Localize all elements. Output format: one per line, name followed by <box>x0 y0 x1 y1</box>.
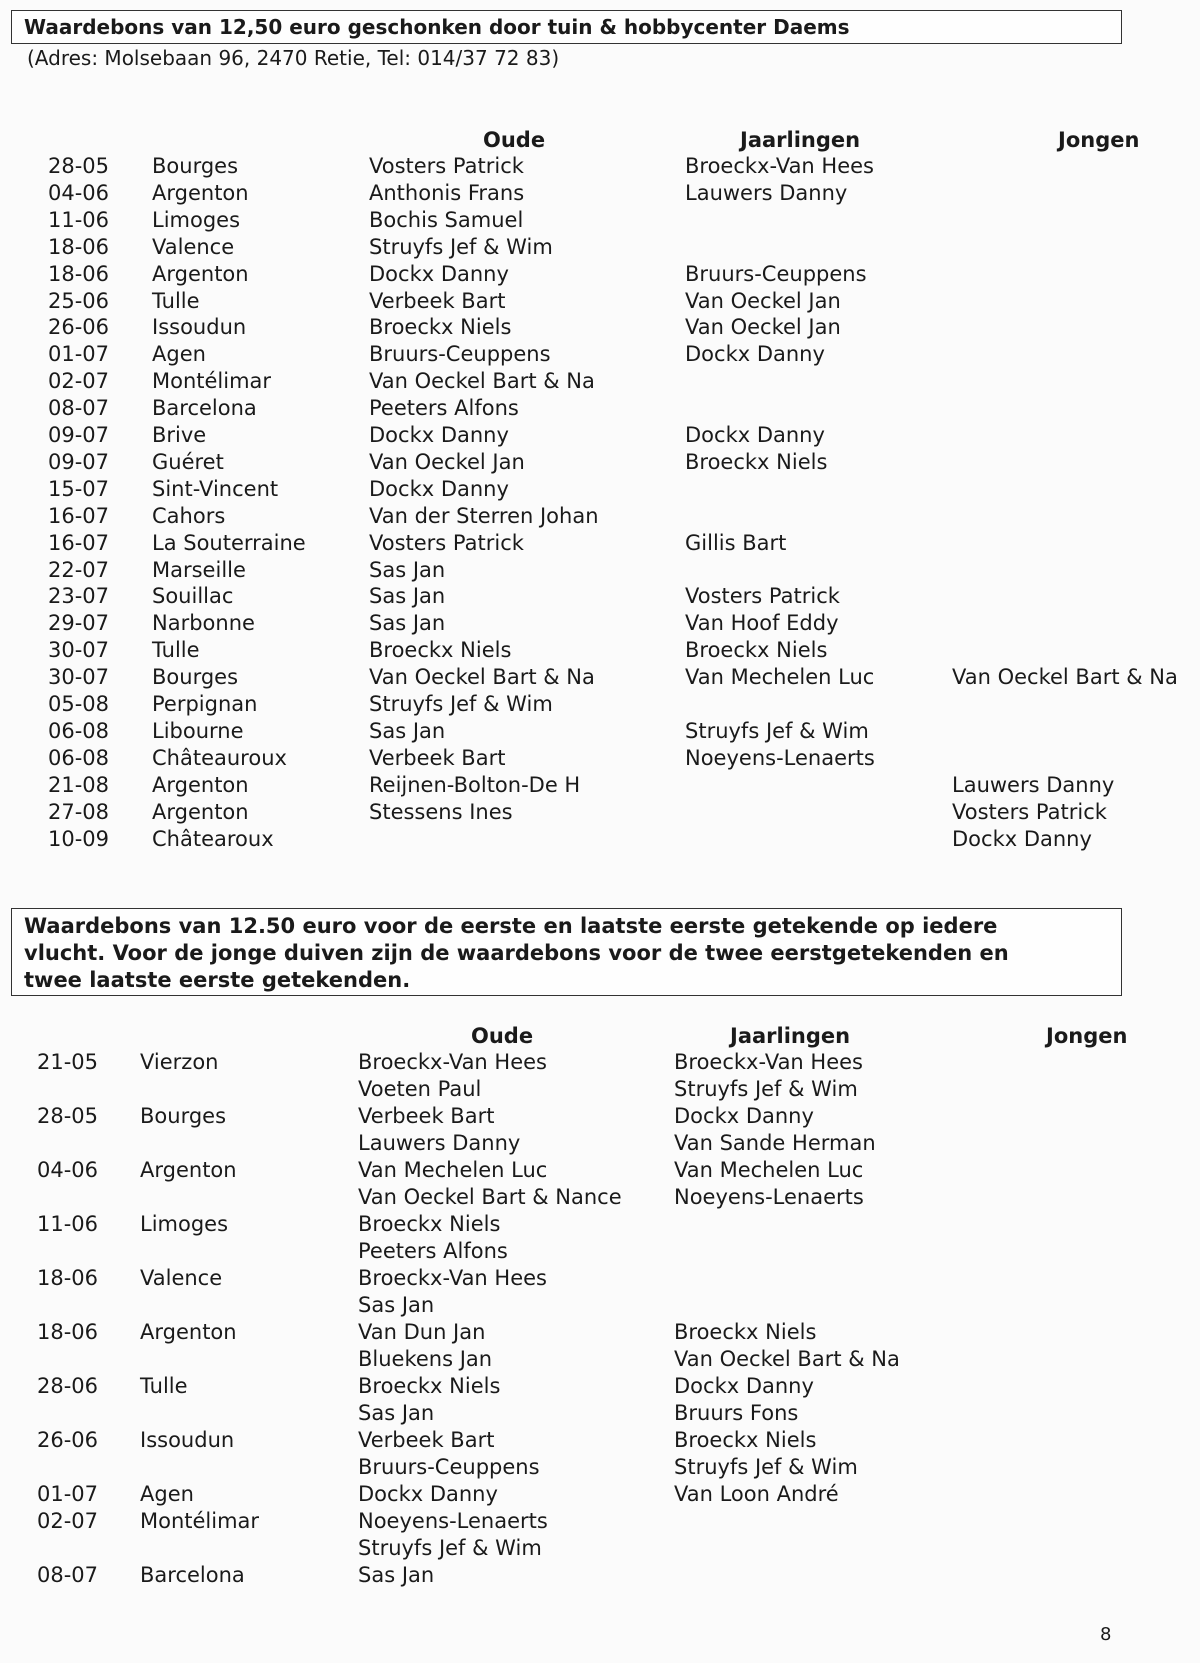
cell-oude: Van Oeckel Bart & Na <box>369 665 595 690</box>
table-row <box>0 1400 1200 1427</box>
col-header-jongen: Jongen <box>1058 128 1140 152</box>
cell-jaarlingen: Van Oeckel Bart & Na <box>674 1347 900 1371</box>
cell-date: 10-09 <box>48 826 110 851</box>
cell-date: 22-07 <box>48 557 110 582</box>
cell-jaarlingen: Dockx Danny <box>674 1104 814 1128</box>
cell-jaarlingen: Struyfs Jef & Wim <box>674 1077 858 1101</box>
cell-oude: Anthonis Frans <box>369 180 525 205</box>
cell-jaarlingen: Bruurs-Ceuppens <box>685 261 867 286</box>
cell-jaarlingen: Broeckx Niels <box>674 1320 817 1344</box>
cell-place: Bourges <box>140 1104 227 1128</box>
cell-oude: Sas Jan <box>369 718 446 743</box>
cell-jaarlingen: Dockx Danny <box>685 423 825 447</box>
cell-place: Bourges <box>152 154 239 178</box>
cell-oude: Van Oeckel Jan <box>369 449 525 474</box>
table-row <box>0 664 1200 691</box>
cell-place: Argenton <box>152 261 249 286</box>
cell-jongen: Lauwers Danny <box>952 772 1115 797</box>
cell-oude: Van Mechelen Luc <box>358 1158 548 1182</box>
cell-jaarlingen: Vosters Patrick <box>685 584 840 609</box>
cell-jaarlingen: Bruurs Fons <box>674 1401 799 1425</box>
table-row <box>0 772 1200 799</box>
cell-date: 16-07 <box>48 530 110 555</box>
cell-oude: Bluekens Jan <box>358 1347 493 1371</box>
cell-jaarlingen: Noeyens-Lenaerts <box>674 1185 864 1209</box>
cell-date: 01-07 <box>48 342 110 367</box>
cell-date: 08-07 <box>48 396 110 421</box>
cell-place: La Souterraine <box>152 530 306 555</box>
table-row <box>0 1508 1200 1535</box>
section1-heading: Waardebons van 12,50 euro geschonken door tuin & hobbycenter Daems <box>24 15 850 39</box>
table-row <box>0 1049 1200 1076</box>
col-header-oude-2: Oude <box>471 1024 534 1048</box>
section2-heading-line2: vlucht. Voor de jonge duiven zijn de waardebons voor de twee eerstgetekenden en <box>24 941 1009 965</box>
cell-jaarlingen: Van Oeckel Jan <box>685 315 841 340</box>
cell-place: Montélimar <box>152 369 272 394</box>
cell-oude: Broeckx Niels <box>358 1374 501 1398</box>
cell-place: Valence <box>152 234 235 259</box>
table-row <box>0 1319 1200 1346</box>
col-header-jaarlingen-2: Jaarlingen <box>730 1024 851 1048</box>
cell-oude: Broeckx Niels <box>369 638 512 663</box>
cell-place: Issoudun <box>152 315 247 340</box>
cell-place: Barcelona <box>140 1563 245 1587</box>
cell-date: 26-06 <box>37 1428 99 1452</box>
cell-oude: Noeyens-Lenaerts <box>358 1509 548 1533</box>
cell-oude: Sas Jan <box>369 611 446 636</box>
section2-heading-line3: twee laatste eerste getekenden. <box>24 968 411 992</box>
cell-oude: Sas Jan <box>358 1401 435 1425</box>
sponsor-address: (Adres: Molsebaan 96, 2470 Retie, Tel: 014/37 72 83) <box>27 46 560 70</box>
cell-date: 02-07 <box>37 1509 99 1533</box>
cell-place: Montélimar <box>140 1509 260 1533</box>
cell-date: 01-07 <box>37 1482 99 1506</box>
table-row <box>0 1562 1200 1589</box>
table-row <box>0 153 1200 180</box>
table-row <box>0 1076 1200 1103</box>
cell-oude: Peeters Alfons <box>358 1239 508 1263</box>
cell-oude: Stessens Ines <box>369 799 513 824</box>
cell-oude: Dockx Danny <box>369 423 509 447</box>
cell-jaarlingen: Van Sande Herman <box>674 1131 876 1155</box>
cell-place: Argenton <box>152 772 249 797</box>
cell-place: Argenton <box>140 1158 237 1182</box>
cell-date: 16-07 <box>48 503 110 528</box>
table-row <box>0 449 1200 476</box>
cell-jaarlingen: Struyfs Jef & Wim <box>674 1455 858 1479</box>
cell-jaarlingen: Broeckx Niels <box>685 638 828 663</box>
cell-jaarlingen: Noeyens-Lenaerts <box>685 745 875 770</box>
cell-place: Narbonne <box>152 611 255 636</box>
cell-date: 26-06 <box>48 315 110 340</box>
col-header-oude: Oude <box>483 128 546 152</box>
cell-oude: Broeckx-Van Hees <box>358 1266 547 1290</box>
cell-jaarlingen: Broeckx-Van Hees <box>674 1050 863 1074</box>
table-row <box>0 1346 1200 1373</box>
col-header-jongen-2: Jongen <box>1046 1024 1128 1048</box>
table-row <box>0 691 1200 718</box>
table-row <box>0 1103 1200 1130</box>
table-row <box>0 476 1200 503</box>
cell-oude: Van Dun Jan <box>358 1320 486 1344</box>
cell-oude: Sas Jan <box>358 1563 435 1587</box>
cell-date: 18-06 <box>48 261 110 286</box>
table-row <box>0 530 1200 557</box>
table-row <box>0 1265 1200 1292</box>
cell-oude: Broeckx Niels <box>358 1212 501 1236</box>
cell-jaarlingen: Van Mechelen Luc <box>674 1158 864 1182</box>
cell-place: Tulle <box>152 638 200 663</box>
cell-oude: Broeckx Niels <box>369 315 512 340</box>
cell-place: Perpignan <box>152 692 258 716</box>
cell-place: Guéret <box>152 449 224 474</box>
cell-date: 25-06 <box>48 288 110 313</box>
cell-place: Barcelona <box>152 396 257 421</box>
cell-oude: Van Oeckel Bart & Na <box>369 369 595 394</box>
cell-oude: Van Oeckel Bart & Nance <box>358 1185 622 1209</box>
cell-oude: Reijnen-Bolton-De H <box>369 772 581 797</box>
table-row <box>0 288 1200 315</box>
cell-oude: Sas Jan <box>369 584 446 609</box>
table-row <box>0 745 1200 772</box>
cell-place: Châtearoux <box>152 826 274 851</box>
cell-place: Limoges <box>140 1212 229 1236</box>
cell-jaarlingen: Van Mechelen Luc <box>685 665 875 690</box>
cell-date: 23-07 <box>48 584 110 609</box>
table-row <box>0 1427 1200 1454</box>
table-row <box>0 557 1200 584</box>
cell-place: Tulle <box>152 288 200 313</box>
cell-date: 21-05 <box>37 1050 99 1074</box>
table-row <box>0 503 1200 530</box>
cell-jongen: Dockx Danny <box>952 826 1092 851</box>
cell-place: Agen <box>152 342 206 367</box>
cell-place: Brive <box>152 423 207 447</box>
cell-oude: Verbeek Bart <box>358 1428 495 1452</box>
cell-oude: Sas Jan <box>369 557 446 582</box>
cell-place: Marseille <box>152 557 246 582</box>
cell-oude: Broeckx-Van Hees <box>358 1050 547 1074</box>
col-header-jaarlingen: Jaarlingen <box>740 128 861 152</box>
cell-date: 21-08 <box>48 772 110 797</box>
cell-oude: Peeters Alfons <box>369 396 519 421</box>
cell-date: 29-07 <box>48 611 110 636</box>
table-row <box>0 1535 1200 1562</box>
table-row <box>0 395 1200 422</box>
section1-heading-box <box>11 10 1122 44</box>
cell-jaarlingen: Broeckx Niels <box>685 449 828 474</box>
cell-jaarlingen: Van Loon André <box>674 1482 839 1506</box>
cell-jongen: Van Oeckel Bart & Na <box>952 665 1178 690</box>
cell-jaarlingen: Broeckx-Van Hees <box>685 154 874 178</box>
section2-heading-box <box>11 908 1122 996</box>
table-row <box>0 368 1200 395</box>
cell-place: Argenton <box>140 1320 237 1344</box>
cell-place: Argenton <box>152 180 249 205</box>
cell-place: Tulle <box>140 1374 188 1398</box>
cell-oude: Struyfs Jef & Wim <box>369 234 553 259</box>
table-row <box>0 1481 1200 1508</box>
cell-date: 18-06 <box>48 234 110 259</box>
table-row <box>0 718 1200 745</box>
cell-date: 11-06 <box>48 207 110 232</box>
cell-date: 06-08 <box>48 718 110 743</box>
cell-oude: Verbeek Bart <box>358 1104 495 1128</box>
cell-place: Issoudun <box>140 1428 235 1452</box>
cell-oude: Bruurs-Ceuppens <box>369 342 551 367</box>
table-row <box>0 234 1200 261</box>
table-row <box>0 1157 1200 1184</box>
cell-place: Valence <box>140 1266 223 1290</box>
cell-date: 27-08 <box>48 799 110 824</box>
cell-date: 02-07 <box>48 369 110 394</box>
cell-date: 15-07 <box>48 476 110 501</box>
cell-place: Châteauroux <box>152 745 287 770</box>
cell-oude: Sas Jan <box>358 1293 435 1317</box>
cell-date: 09-07 <box>48 449 110 474</box>
cell-oude: Lauwers Danny <box>358 1131 521 1155</box>
cell-date: 30-07 <box>48 638 110 663</box>
cell-date: 09-07 <box>48 423 110 447</box>
cell-place: Souillac <box>152 584 234 609</box>
cell-date: 05-08 <box>48 692 110 716</box>
cell-place: Cahors <box>152 503 226 528</box>
cell-oude: Struyfs Jef & Wim <box>358 1536 542 1560</box>
table-row <box>0 207 1200 234</box>
table-row <box>0 583 1200 610</box>
cell-jaarlingen: Gillis Bart <box>685 530 787 555</box>
cell-oude: Bochis Samuel <box>369 207 524 232</box>
table-row <box>0 610 1200 637</box>
table-row <box>0 261 1200 288</box>
cell-jaarlingen: Lauwers Danny <box>685 180 848 205</box>
cell-oude: Dockx Danny <box>369 476 509 501</box>
table-row <box>0 1454 1200 1481</box>
cell-oude: Struyfs Jef & Wim <box>369 692 553 716</box>
cell-jaarlingen: Dockx Danny <box>685 342 825 367</box>
cell-place: Agen <box>140 1482 194 1506</box>
cell-jongen: Vosters Patrick <box>952 799 1107 824</box>
table-row <box>0 826 1200 853</box>
cell-date: 18-06 <box>37 1320 99 1344</box>
table-row <box>0 1211 1200 1238</box>
table-row <box>0 1373 1200 1400</box>
cell-date: 28-05 <box>37 1104 99 1128</box>
cell-date: 11-06 <box>37 1212 99 1236</box>
cell-place: Limoges <box>152 207 241 232</box>
cell-date: 04-06 <box>48 180 110 205</box>
cell-place: Libourne <box>152 718 244 743</box>
cell-date: 04-06 <box>37 1158 99 1182</box>
cell-date: 28-05 <box>48 154 110 178</box>
cell-oude: Dockx Danny <box>358 1482 498 1506</box>
cell-oude: Dockx Danny <box>369 261 509 286</box>
cell-oude: Voeten Paul <box>358 1077 482 1101</box>
cell-date: 18-06 <box>37 1266 99 1290</box>
cell-date: 30-07 <box>48 665 110 690</box>
table-row <box>0 422 1200 449</box>
cell-oude: Vosters Patrick <box>369 530 524 555</box>
cell-place: Vierzon <box>140 1050 219 1074</box>
cell-jaarlingen: Van Oeckel Jan <box>685 288 841 313</box>
cell-jaarlingen: Struyfs Jef & Wim <box>685 718 869 743</box>
cell-oude: Van der Sterren Johan <box>369 503 599 528</box>
cell-jaarlingen: Dockx Danny <box>674 1374 814 1398</box>
table-row <box>0 314 1200 341</box>
cell-place: Sint-Vincent <box>152 476 279 501</box>
cell-place: Bourges <box>152 665 239 690</box>
table-row <box>0 341 1200 368</box>
cell-oude: Vosters Patrick <box>369 154 524 178</box>
cell-date: 28-06 <box>37 1374 99 1398</box>
cell-oude: Bruurs-Ceuppens <box>358 1455 540 1479</box>
table-row <box>0 1292 1200 1319</box>
section2-heading-line1: Waardebons van 12.50 euro voor de eerste en laatste eerste getekende op iedere <box>24 914 998 938</box>
page-number: 8 <box>1100 1624 1112 1645</box>
table-row <box>0 180 1200 207</box>
cell-oude: Verbeek Bart <box>369 745 506 770</box>
cell-date: 08-07 <box>37 1563 99 1587</box>
cell-oude: Verbeek Bart <box>369 288 506 313</box>
table-row <box>0 637 1200 664</box>
table-row <box>0 799 1200 826</box>
cell-jaarlingen: Broeckx Niels <box>674 1428 817 1452</box>
table-row <box>0 1130 1200 1157</box>
table-row <box>0 1184 1200 1211</box>
cell-place: Argenton <box>152 799 249 824</box>
table-row <box>0 1238 1200 1265</box>
cell-date: 06-08 <box>48 745 110 770</box>
cell-jaarlingen: Van Hoof Eddy <box>685 611 839 636</box>
